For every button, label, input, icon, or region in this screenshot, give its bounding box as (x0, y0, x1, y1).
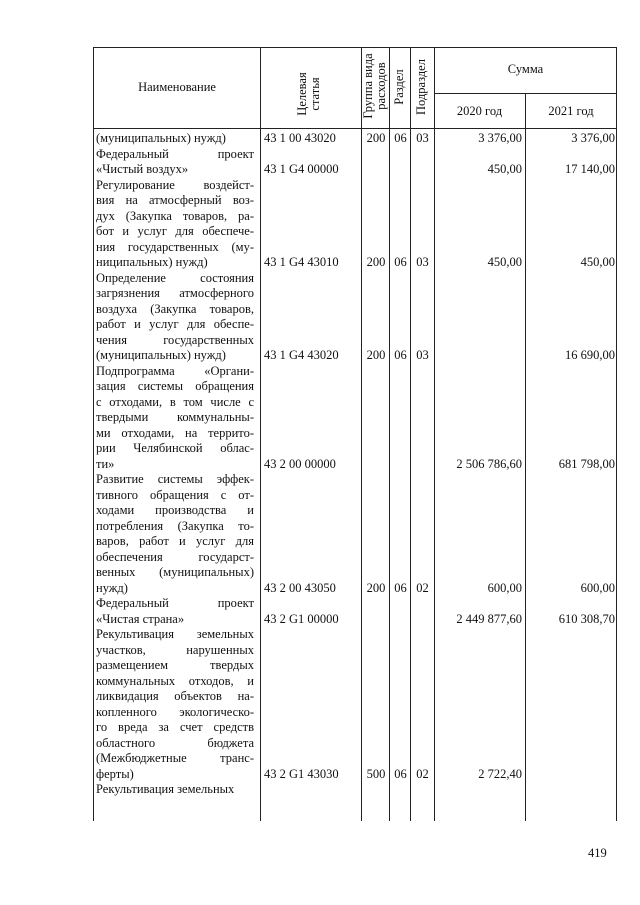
name-line: «Чистая страна» (96, 611, 185, 626)
name-line: ния государственных (му- (96, 239, 254, 254)
row-y2020-cell: 2 449 877,60 (456, 611, 522, 626)
row-group-cell: 200 (366, 580, 386, 595)
col-divider-subsection (434, 47, 435, 821)
header-year-2020: 2020 год (456, 104, 503, 118)
name-line: ниципальных) нужд) (96, 255, 208, 269)
row-subsection-cell: 02 (416, 766, 429, 781)
row-section-cell: 06 (394, 255, 407, 269)
header-target-article-line2: статья (308, 77, 322, 111)
name-line: Федеральный проект (96, 146, 254, 161)
name-line: ликвидация объектов на- (96, 689, 254, 703)
name-line: работ и услуг для обеспе- (96, 317, 254, 331)
row-subsection-cell: 03 (416, 348, 429, 362)
header-bottom-line (93, 128, 617, 129)
row-subsection-cell: 02 (416, 580, 429, 595)
name-line: с отходами, в том числе с (96, 394, 254, 409)
header-section: Раздел (392, 69, 406, 105)
name-line: тивного обращения с от- (96, 487, 254, 502)
row-code-cell: 43 1 00 43020 (264, 131, 336, 145)
name-line: потребления (Закупка то- (96, 518, 254, 533)
name-line: Подпрограмма «Органи- (96, 363, 254, 378)
name-line: копленного экологическо- (96, 704, 254, 719)
row-section-cell: 06 (394, 766, 407, 781)
header-year-2021: 2021 год (548, 104, 594, 118)
row-code-cell: 43 2 G1 43030 (264, 766, 339, 781)
row-code-cell: 43 1 G4 43020 (264, 348, 339, 362)
row-y2020-cell: 450,00 (487, 255, 522, 269)
row-y2020-cell: 450,00 (487, 162, 522, 176)
row-group-cell: 200 (366, 348, 386, 362)
col-divider-name (260, 47, 261, 821)
name-line: чения государственных (96, 332, 254, 347)
name-line: (муниципальных) нужд) (96, 131, 226, 145)
name-line: Определение состояния (96, 270, 254, 285)
row-y2021-cell: 610 308,70 (558, 611, 615, 626)
name-line: вия на атмосферный воз- (96, 193, 254, 207)
row-code-cell: 43 1 G4 43010 (264, 255, 339, 269)
name-line: «Чистый воздух» (96, 162, 189, 176)
header-expense-group (362, 41, 388, 131)
row-y2020-cell: 600,00 (487, 580, 522, 595)
row-code-cell: 43 2 00 00000 (264, 456, 336, 471)
name-line: Федеральный проект (96, 596, 254, 610)
name-line: нужд) (96, 580, 128, 595)
name-line: дух (Закупка товаров, ра- (96, 208, 254, 223)
header-sum-divider (434, 93, 617, 94)
name-line: коммунальных отходов, и (96, 673, 254, 688)
name-line: Развитие системы эффек- (96, 472, 254, 486)
name-line: варов, работ и услуг для (96, 534, 254, 548)
header-sum: Сумма (507, 62, 544, 76)
row-code-cell: 43 2 G1 00000 (264, 611, 339, 626)
name-line: ферты) (96, 766, 134, 781)
name-line: бот и услуг для обеспече- (96, 224, 254, 238)
header-expense-group-line1: Группа вида (361, 53, 375, 119)
header-target-article (296, 49, 324, 139)
name-line: Рекультивация земельных (96, 782, 235, 796)
row-y2021-cell: 681 798,00 (558, 456, 615, 471)
row-y2020-cell: 3 376,00 (478, 131, 522, 145)
name-line: Рекультивация земельных (96, 627, 254, 641)
header-name: Наименование (138, 80, 216, 94)
row-section-cell: 06 (394, 131, 407, 145)
name-line: ходами производства и (96, 503, 254, 517)
name-line: размещением твердых (96, 658, 254, 672)
name-line: загрязнения атмосферного (96, 286, 254, 300)
name-line: ми отходами, на террито- (96, 425, 254, 440)
row-subsection-cell: 03 (416, 255, 429, 269)
row-y2020-cell: 2 722,40 (478, 766, 522, 781)
row-y2021-cell: 600,00 (580, 580, 615, 595)
name-line: участков, нарушенных (96, 642, 254, 657)
name-line: обеспечения государст- (96, 549, 254, 564)
name-line: твердыми коммунальны- (96, 410, 254, 424)
row-y2021-cell: 450,00 (580, 255, 615, 269)
name-line: (муниципальных) нужд) (96, 348, 226, 362)
col-divider-code (361, 47, 362, 821)
name-line: венных (муниципальных) (96, 565, 254, 579)
page-number: 419 (588, 846, 607, 860)
row-y2021-cell: 17 140,00 (565, 162, 615, 176)
row-subsection-cell: 03 (416, 131, 429, 145)
name-line: рии Челябинской облас- (96, 441, 254, 455)
row-group-cell: 200 (366, 255, 386, 269)
name-line: ти» (96, 456, 115, 471)
col-divider-group (389, 47, 390, 821)
col-divider-section (410, 47, 411, 821)
name-line: воздуха (Закупка товаров, (96, 301, 254, 316)
row-group-cell: 200 (366, 131, 386, 145)
name-line: го вреда за счет средств (96, 720, 254, 734)
row-group-cell: 500 (366, 766, 386, 781)
name-line: (Межбюджетные транс- (96, 751, 254, 765)
name-line: зация системы обращения (96, 379, 254, 393)
row-code-cell: 43 2 00 43050 (264, 580, 336, 595)
name-line: областного бюджета (96, 735, 254, 750)
row-section-cell: 06 (394, 580, 407, 595)
row-y2021-cell: 16 690,00 (565, 348, 615, 362)
row-y2021-cell: 3 376,00 (571, 131, 615, 145)
header-subsection: Подраздел (414, 59, 428, 115)
header-expense-group-line2: расходов (374, 62, 388, 110)
row-y2020-cell: 2 506 786,60 (456, 456, 522, 471)
row-code-cell: 43 1 G4 00000 (264, 162, 339, 176)
header-target-article-line1: Целевая (295, 72, 309, 116)
name-line: Регулирование воздейст- (96, 177, 254, 192)
row-section-cell: 06 (394, 348, 407, 362)
